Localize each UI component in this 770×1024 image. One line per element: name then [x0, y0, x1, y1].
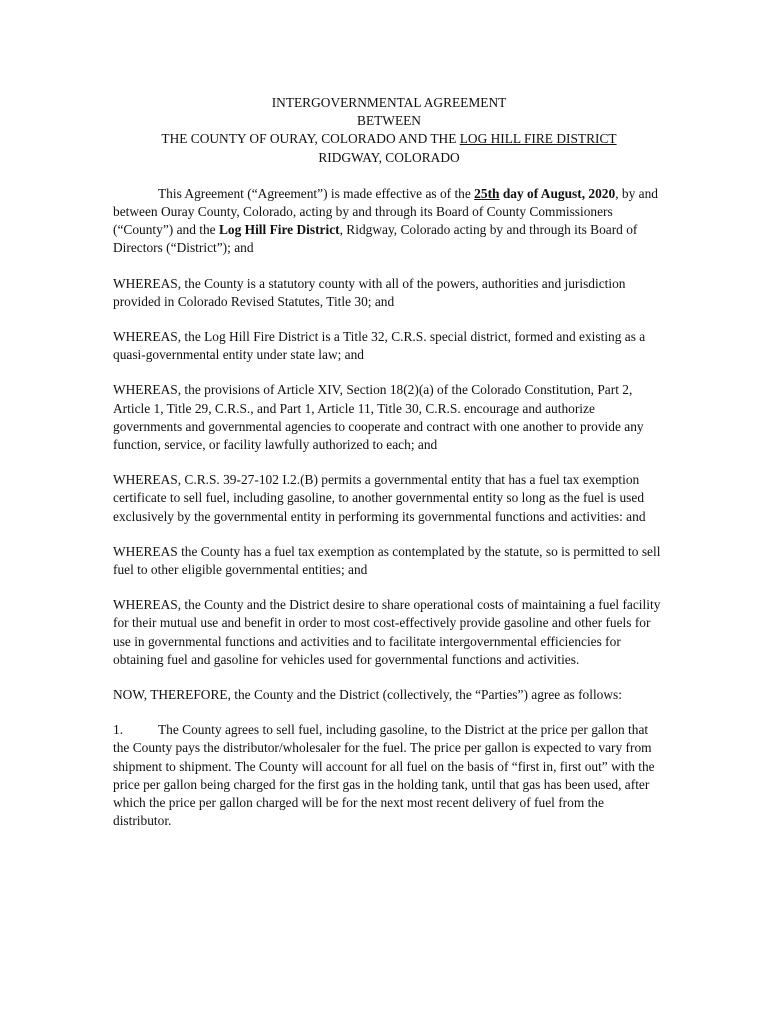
clause-1-text: The County agrees to sell fuel, including gasoline, to the District at the price per gallon that the County pays the distributor/wholesaler for the fuel. The price per gallon is expected to vary from shipment to shipment. The County will account for all fuel on the basis of “first in, first out” with the price per gallon being charged for the first gas in the holding tank, until that gas has been used, after which the price per gallon charged will be for the next most recent delivery of fuel from the distributor. [113, 722, 655, 829]
document-title [113, 94, 665, 167]
whereas-paragraph: WHEREAS, the provisions of Article XIV, Section 18(2)(a) of the Colorado Constitution, Part 2, Article 1, Title 29, C.R.S., and Part 1, Article 11, Title 30, C.R.S. encourage and authorize governments and governmental agencies to cooperate and contract with one another to provide any function, service, or facility lawfully authorized to each; and [113, 382, 644, 453]
intro-paragraph [113, 185, 665, 258]
title-district-name: LOG HILL FIRE DISTRICT [459, 131, 617, 147]
clause-1 [113, 721, 665, 830]
title-line-2: BETWEEN [357, 113, 421, 129]
whereas-paragraph: WHEREAS, the County and the District desire to share operational costs of maintaining a fuel facility for their mutual use and benefit in order to most cost-effectively provide gasoline and other fuels for use in governmental functions and activities and to facilitate intergovernmental efficiencies for obtaining fuel and gasoline for vehicles used for governmental functions and activities. [113, 597, 661, 667]
whereas-paragraph: WHEREAS, the County is a statutory county with all of the powers, authorities and jurisdiction provided in Colorado Revised Statutes, Title 30; and [113, 275, 626, 309]
intro-date: day of August, 2020 [499, 185, 616, 201]
whereas-paragraph: WHEREAS the County has a fuel tax exemption as contemplated by the statute, so is permitted to sell fuel to other eligible governmental entities; and [113, 543, 661, 578]
title-line-4: RIDGWAY, COLORADO [318, 149, 460, 165]
title-line-3-prefix: THE COUNTY OF OURAY, COLORADO AND THE [161, 131, 460, 147]
intro-text-1: This Agreement (“Agreement”) is made effective as of the [158, 185, 475, 201]
whereas-paragraph: WHEREAS, the Log Hill Fire District is a Title 32, C.R.S. special district, formed and existing as a quasi-governmental entity under state law; and [113, 329, 646, 363]
intro-text-2: , by and between Ouray County, Colorado, acting by and through its Board of County Commissioners (“County”) and the [113, 185, 658, 238]
title-line-1: INTERGOVERNMENTAL AGREEMENT [271, 95, 507, 110]
clause-1-number: 1. [113, 722, 124, 738]
intro-district: Log Hill Fire District [218, 222, 340, 238]
intro-day: 25th [474, 185, 500, 201]
document-body [113, 94, 665, 848]
title-line-3 [113, 130, 665, 148]
whereas-paragraph: WHEREAS, C.R.S. 39-27-102 I.2.(B) permits a governmental entity that has a fuel tax exemption certificate to sell fuel, including gasoline, to another governmental entity so long as the fuel is used exclusively by the governmental entity in performing its governmental functions and activities: and [113, 472, 646, 524]
now-therefore-paragraph: NOW, THEREFORE, the County and the District (collectively, the “Parties”) agree as follows: [113, 687, 622, 703]
intro-text-3: , Ridgway, Colorado acting by and through its Board of Directors (“District”); and [113, 222, 638, 256]
